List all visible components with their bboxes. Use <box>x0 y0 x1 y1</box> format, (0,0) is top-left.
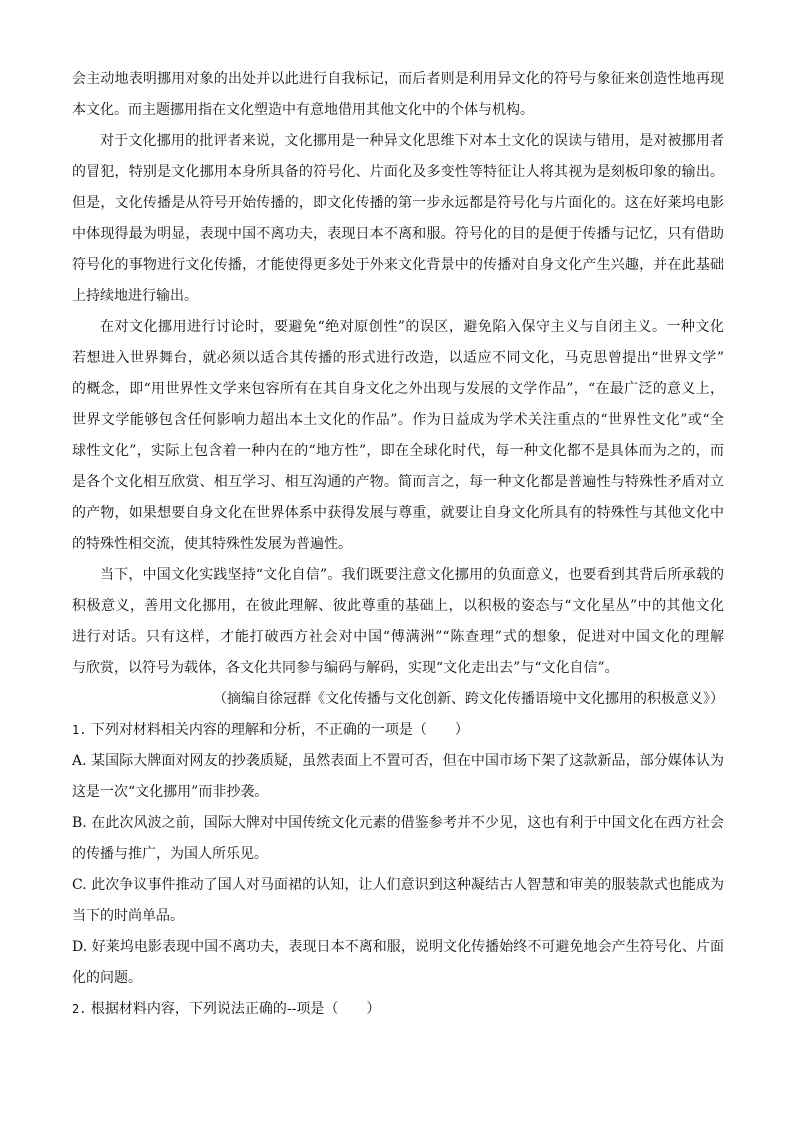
paragraph-2 <box>72 126 724 312</box>
option-line: 当下的时尚单品。 <box>72 908 184 924</box>
question-text: 下列对材料相关内容的理解和分析，不正确的一项是（ ） <box>90 722 469 738</box>
question-text: 根据材料内容，下列说法正确的--项是（ ） <box>90 1001 381 1017</box>
question-number: 1. <box>72 723 87 737</box>
option-label: D. <box>72 939 88 955</box>
option-line <box>72 870 724 901</box>
text-line: 积极意义，善用文化挪用，在彼此理解、彼此尊重的基础上，以积极的姿态与“文化星丛”中的其他文化 <box>72 598 724 614</box>
question-stem <box>72 715 724 746</box>
text-line: 与欣赏，以符号为载体，各文化共同参与编码与解码，实现“文化走出去”与“文化自信”。 <box>72 660 619 676</box>
option-label: B. <box>72 815 87 831</box>
paragraph-3 <box>72 312 724 560</box>
text-line: 的产物，如果想要自身文化在世界体系中获得发展与尊重，就要让自身文化所具有的特殊性与其他文化中 <box>72 505 724 521</box>
question-stem <box>72 994 724 1025</box>
option-line: 的传播与推广，为国人所乐见。 <box>72 846 268 862</box>
text-line: 会主动地表明挪用对象的出处并以此进行自我标记，而后者则是利用异文化的符号与象征来创造性地再现 <box>72 71 724 87</box>
paragraph-4 <box>72 560 724 684</box>
text-line: 的概念，即“用世界性文学来包容所有在其自身文化之外出现与发展的文学作品”，“在最广泛的意义上， <box>72 381 724 397</box>
text-line: 符号化的事物进行文化传播，才能使得更多处于外来文化背景中的传播对自身文化产生兴趣，并在此基础 <box>72 257 724 273</box>
option-text: 好莱坞电影表现中国不离功夫，表现日本不离和服，说明文化传播始终不可避免地会产生符号化、片面 <box>91 939 725 955</box>
text-line: 对于文化挪用的批评者来说，文化挪用是一种异文化思维下对本土文化的误读与错用，是对被挪用者 <box>100 133 724 149</box>
option-line: 化的问题。 <box>72 970 142 986</box>
option-label: A. <box>72 753 87 769</box>
option-text: 在此次风波之前，国际大牌对中国传统文化元素的借鉴参考并不少见，这也有利于中国文化在西方社会 <box>91 815 724 831</box>
text-line: 上持续地进行输出。 <box>72 288 198 304</box>
option-line: 这是一次“文化挪用”而非抄袭。 <box>72 784 269 800</box>
text-line: 若想进入世界舞台，就必须以适合其传播的形式进行改造，以适应不同文化，马克思曾提出“世界文学” <box>72 350 724 366</box>
document-page <box>72 64 724 1025</box>
text-line: 在对文化挪用进行讨论时，要避免“绝对原创性”的误区，避免陷入保守主义与自闭主义。一种文化 <box>100 319 724 335</box>
text-line: 的冒犯，特别是文化挪用本身所具备的符号化、片面化及多变性等特征让人将其视为是刻板印象的输出。 <box>72 164 724 180</box>
option-line <box>72 932 724 963</box>
text-line: 球性文化”，实际上包含着一种内在的“地方性”，即在全球化时代，每一种文化都不是具体而为之的，而 <box>72 443 724 459</box>
text-line: 进行对话。只有这样，才能打破西方社会对中国“傅满洲”“陈查理”式的想象，促进对中国文化的理解 <box>72 629 724 645</box>
text-line: 本文化。而主题挪用指在文化塑造中有意地借用其他文化中的个体与机构。 <box>72 102 534 118</box>
question-number: 2. <box>72 1002 87 1016</box>
option-a[interactable] <box>72 746 724 808</box>
paragraph-1 <box>72 64 724 126</box>
text-line: 世界文学能够包含任何影响力超出本土文化的作品”。作为日益成为学术关注重点的“世界性文化”或“全 <box>72 412 724 428</box>
option-line <box>72 746 724 777</box>
option-line <box>72 808 724 839</box>
option-b[interactable] <box>72 808 724 870</box>
option-text: 此次争议事件推动了国人对马面裙的认知，让人们意识到这种凝结古人智慧和审美的服装款式也能成为 <box>91 877 724 893</box>
text-line: 中体现得最为明显，表现中国不离功夫，表现日本不离和服。符号化的目的是便于传播与记忆，只有借助 <box>72 226 724 242</box>
option-text: 某国际大牌面对网友的抄袭质疑，虽然表面上不置可否，但在中国市场下架了这款新品，部分媒体认为 <box>91 753 725 769</box>
question-2 <box>72 994 724 1025</box>
text-line: 的特殊性相交流，使其特殊性发展为普遍性。 <box>72 536 352 552</box>
text-line: 当下，中国文化实践坚持“文化自信”。我们既要注意文化挪用的负面意义，也要看到其背后所承载的 <box>100 567 724 583</box>
text-line: 但是，文化传播是从符号开始传播的，即文化传播的第一步永远都是符号化与片面化的。这在好莱坞电影 <box>72 195 724 211</box>
question-1 <box>72 715 724 994</box>
source-citation: （摘编自徐冠群《文化传播与文化创新、跨文化传播语境中文化挪用的积极意义》） <box>213 691 724 707</box>
option-c[interactable] <box>72 870 724 932</box>
option-d[interactable] <box>72 932 724 994</box>
option-label: C. <box>72 877 87 893</box>
text-line: 是各个文化相互欣赏、相互学习、相互沟通的产物。简而言之，每一种文化都是普遍性与特殊性矛盾对立 <box>72 474 724 490</box>
